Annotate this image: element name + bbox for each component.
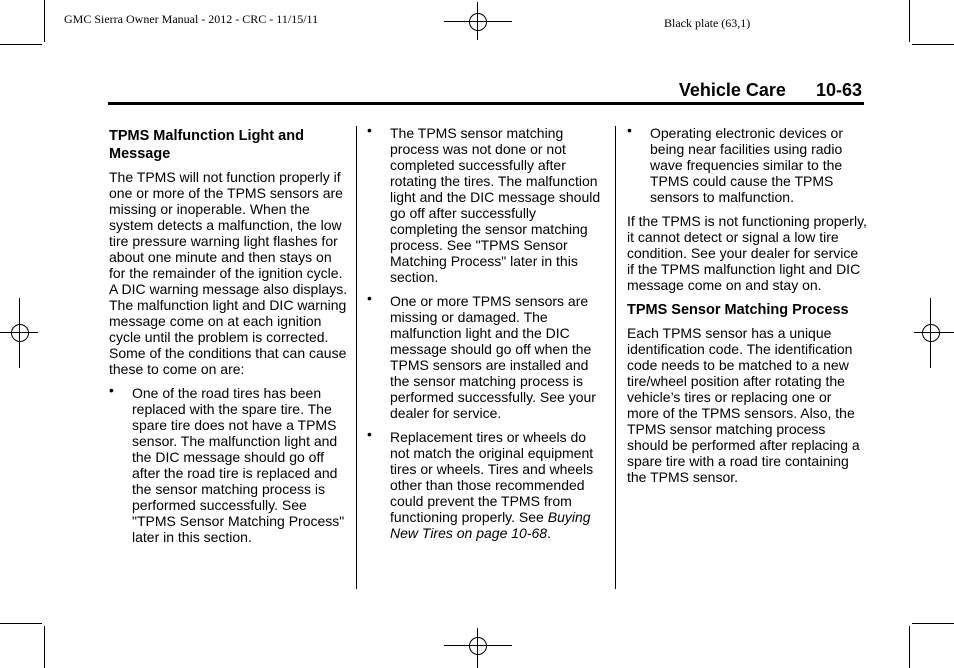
paragraph-malfunction: The TPMS will not function properly if one or more of the TPMS sensors are missing or inoperable. When the system detects a malfunction, the low tire pressure warning light flashes for about one minute and then stays on for the remainder of the ignition cycle. A DIC warning message also displays. The malfunction light and DIC warning message come on at each ignition cycle until the problem is corrected. Some of the conditions that can cause these to come on are: [109, 169, 348, 377]
column-divider-2 [615, 126, 616, 589]
crop-mark-tl-v [44, 0, 45, 42]
list-item [367, 122, 607, 285]
list-item-text-end: . [547, 525, 551, 541]
paragraph-not-functioning: If the TPMS is not functioning properly, it cannot detect or signal a low tire condition. See your dealer for service if the TPMS malfunction light and DIC message come on and stay on. [627, 213, 867, 293]
registration-mark-right [912, 298, 954, 368]
list-item-text: One or more TPMS sensors are missing or damaged. The malfunction light and the DIC message should go off when the TPMS sensors are installed and the sensor matching process is performed successfully. See your dealer for service. [390, 293, 596, 421]
bullet-icon: • [109, 382, 114, 398]
column-1 [109, 127, 349, 553]
crop-mark-tr-h [912, 44, 954, 45]
crop-mark-br-h [912, 623, 954, 624]
page-number: 10-63 [815, 80, 862, 100]
column-2 [367, 122, 607, 549]
bullet-icon: • [367, 290, 372, 306]
list-item [627, 122, 867, 205]
list-item-text: One of the road tires has been replaced with the spare tire. The spare tire does not have a TPMS sensor. The malfunction light and the DIC message should go off after the road tire is replaced and the sensor matching process is performed successfully. See "TPMS Sensor Matching Process" later in this section. [132, 385, 345, 545]
list-item [367, 426, 607, 541]
crop-mark-bl-h [0, 623, 42, 624]
paragraph-sensor-matching: Each TPMS sensor has a unique identification code. The identification code needs to be matched to a new tire/wheel position after rotating the vehicle’s tires or replacing one or more of the TPMS sensors. Also, the TPMS sensor matching process should be performed after replacing a spare tire with a road tire containing the TPMS sensor. [627, 325, 860, 485]
crop-mark-bl-v [44, 626, 45, 668]
list-item-text [390, 429, 593, 541]
section-name: Vehicle Care [678, 80, 786, 100]
bullet-icon: • [627, 122, 632, 138]
bullet-icon: • [367, 426, 372, 442]
list-item [109, 382, 349, 545]
registration-mark-left [0, 298, 40, 368]
list-item [367, 290, 607, 421]
column-divider-1 [356, 126, 357, 589]
list-item-text: Operating electronic devices or being near facilities using radio wave frequencies similar to the TPMS could cause the TPMS sensors to malfunction. [650, 125, 843, 205]
crop-mark-br-v [909, 626, 910, 668]
column-3 [627, 122, 867, 493]
list-item-text-main: Replacement tires or wheels do not match the original equipment tires or wheels. Tires and wheels other than those recommended could prevent the TPMS from functioning properly. See [390, 429, 594, 525]
header-rule [108, 102, 864, 105]
section-header [679, 80, 862, 101]
registration-mark-top [444, 2, 512, 46]
plate-label: Black plate (63,1) [664, 16, 751, 30]
heading-sensor-matching: TPMS Sensor Matching Process [627, 302, 849, 318]
heading-malfunction-light: TPMS Malfunction Light and Message [109, 128, 304, 162]
crop-mark-tl-h [0, 44, 42, 45]
crop-mark-tr-v [909, 0, 910, 42]
cross-reference-link[interactable]: Buying New Tires on page 10-68 [390, 509, 591, 541]
document-title: GMC Sierra Owner Manual - 2012 - CRC - 11/15/11 [64, 12, 319, 26]
bullet-icon: • [367, 122, 372, 138]
registration-mark-bottom [444, 626, 512, 668]
list-item-text: The TPMS sensor matching process was not done or not completed successfully after rotating the tires. The malfunction light and the DIC message should go off after successfully completing the sensor matching process. See "TPMS Sensor Matching Process" later in this section. [390, 125, 601, 285]
